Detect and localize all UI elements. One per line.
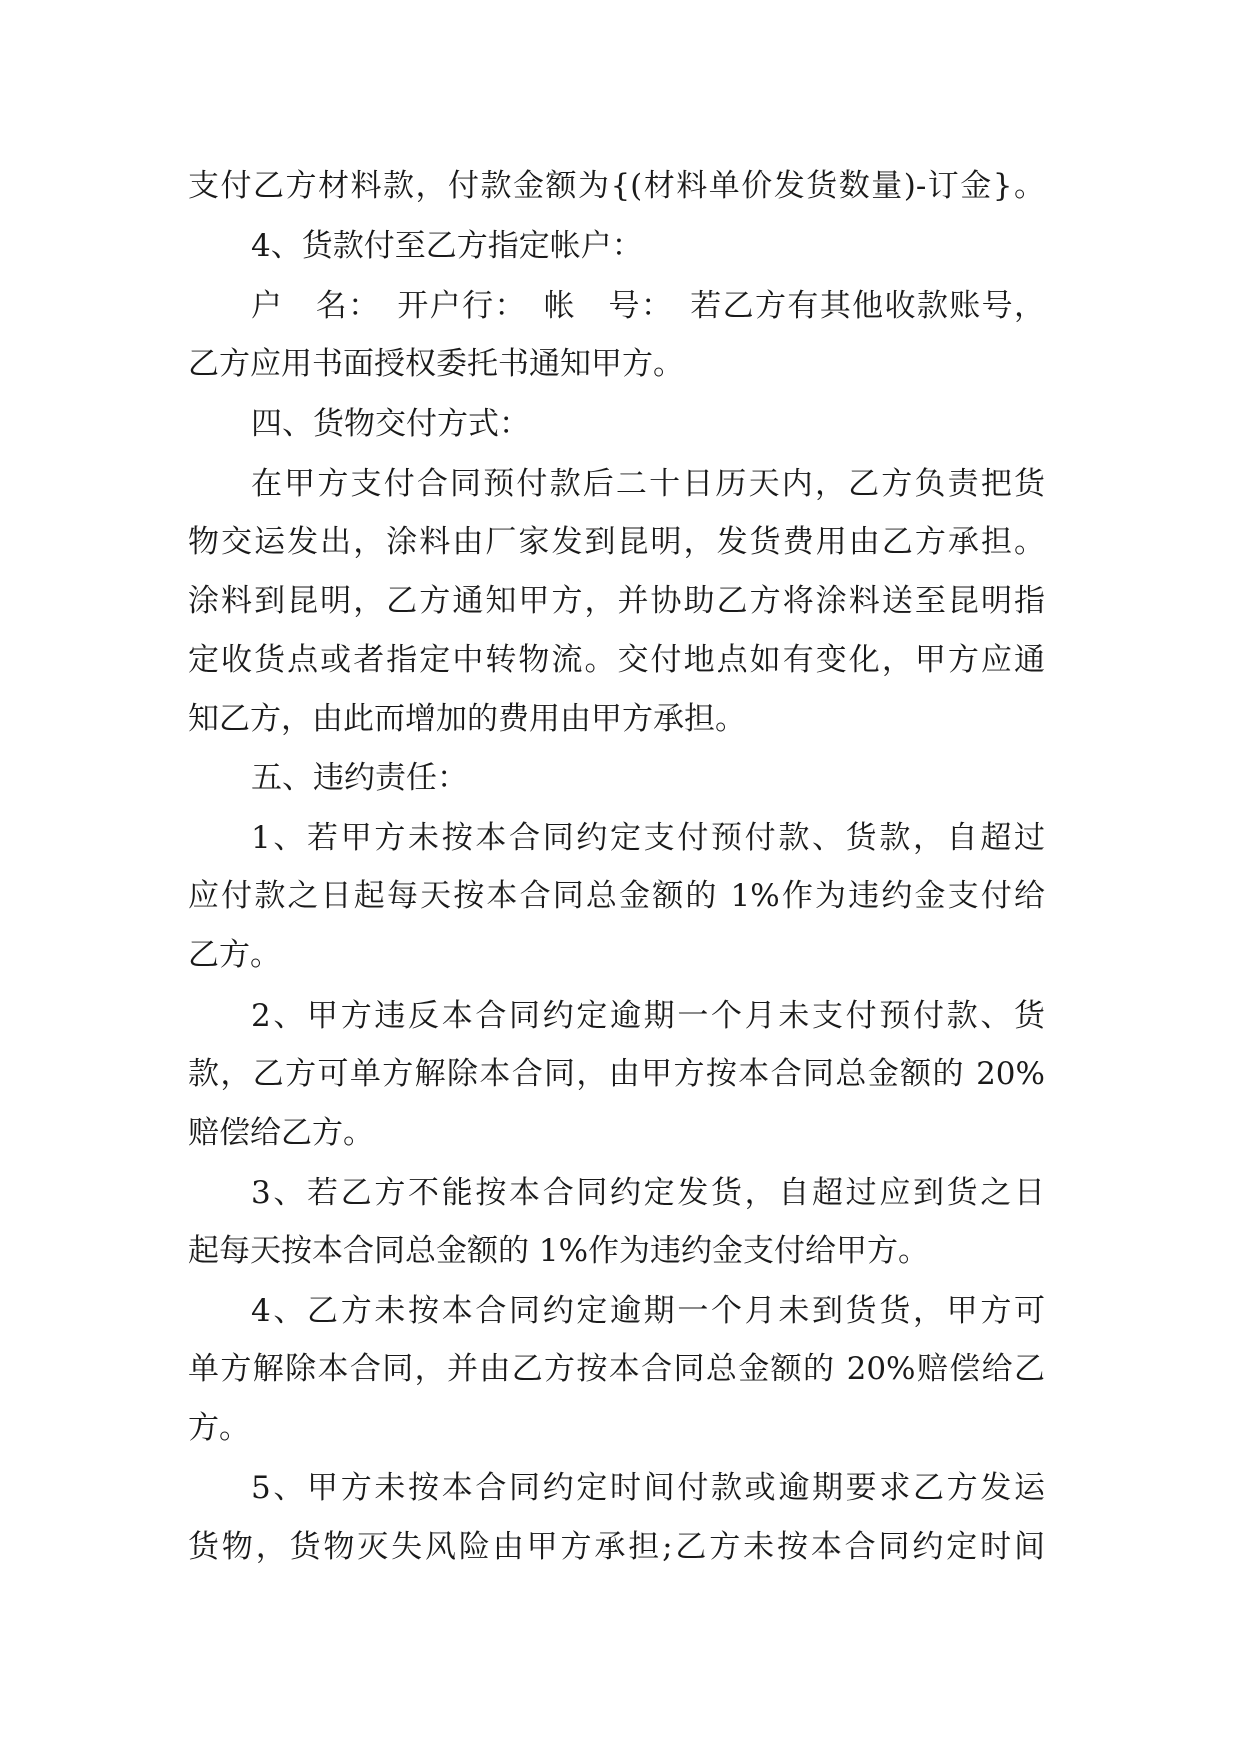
text-line: 4、乙方未按本合同约定逾期一个月未到货货，甲方可 — [251, 1293, 1045, 1329]
text-line: 物交运发出，涂料由厂家发到昆明，发货费用由乙方承担。 — [188, 524, 1045, 560]
text-line: 5、甲方未按本合同约定时间付款或逾期要求乙方发运 — [251, 1470, 1045, 1506]
text-line: 4、货款付至乙方指定帐户： — [251, 228, 643, 264]
text-line: 定收货点或者指定中转物流。交付地点如有变化，甲方应通 — [188, 642, 1045, 678]
text-line: 单方解除本合同，并由乙方按本合同总金额的 20%赔偿给乙 — [188, 1351, 1045, 1387]
text-line: 3、若乙方不能按本合同约定发货，自超过应到货之日 — [251, 1175, 1045, 1211]
text-line: 乙方。 — [188, 937, 281, 973]
text-line: 乙方应用书面授权委托书通知甲方。 — [188, 346, 684, 382]
text-line: 款，乙方可单方解除本合同，由甲方按本合同总金额的 20% — [188, 1056, 1045, 1092]
text-line: 起每天按本合同总金额的 1%作为违约金支付给甲方。 — [188, 1233, 930, 1269]
text-line: 在甲方支付合同预付款后二十日历天内，乙方负责把货 — [251, 466, 1045, 502]
text-line: 知乙方，由此而增加的费用由甲方承担。 — [188, 701, 746, 737]
section-heading: 四、货物交付方式： — [251, 406, 530, 442]
text-line: 货物，货物灭失风险由甲方承担;乙方未按本合同约定时间 — [188, 1529, 1045, 1565]
section-heading: 五、违约责任： — [251, 760, 468, 796]
text-line: 方。 — [188, 1410, 250, 1446]
text-line: 户 名： 开户行： 帐 号： 若乙方有其他收款账号， — [251, 288, 1045, 324]
text-line: 支付乙方材料款，付款金额为{(材料单价发货数量)-订金}。 — [188, 168, 1045, 204]
text-line: 1、若甲方未按本合同约定支付预付款、货款，自超过 — [251, 820, 1045, 856]
text-line: 赔偿给乙方。 — [188, 1115, 374, 1151]
text-line: 应付款之日起每天按本合同总金额的 1%作为违约金支付给 — [188, 878, 1045, 914]
text-line: 2、甲方违反本合同约定逾期一个月未支付预付款、货 — [251, 998, 1045, 1034]
text-line: 涂料到昆明，乙方通知甲方，并协助乙方将涂料送至昆明指 — [188, 583, 1045, 619]
